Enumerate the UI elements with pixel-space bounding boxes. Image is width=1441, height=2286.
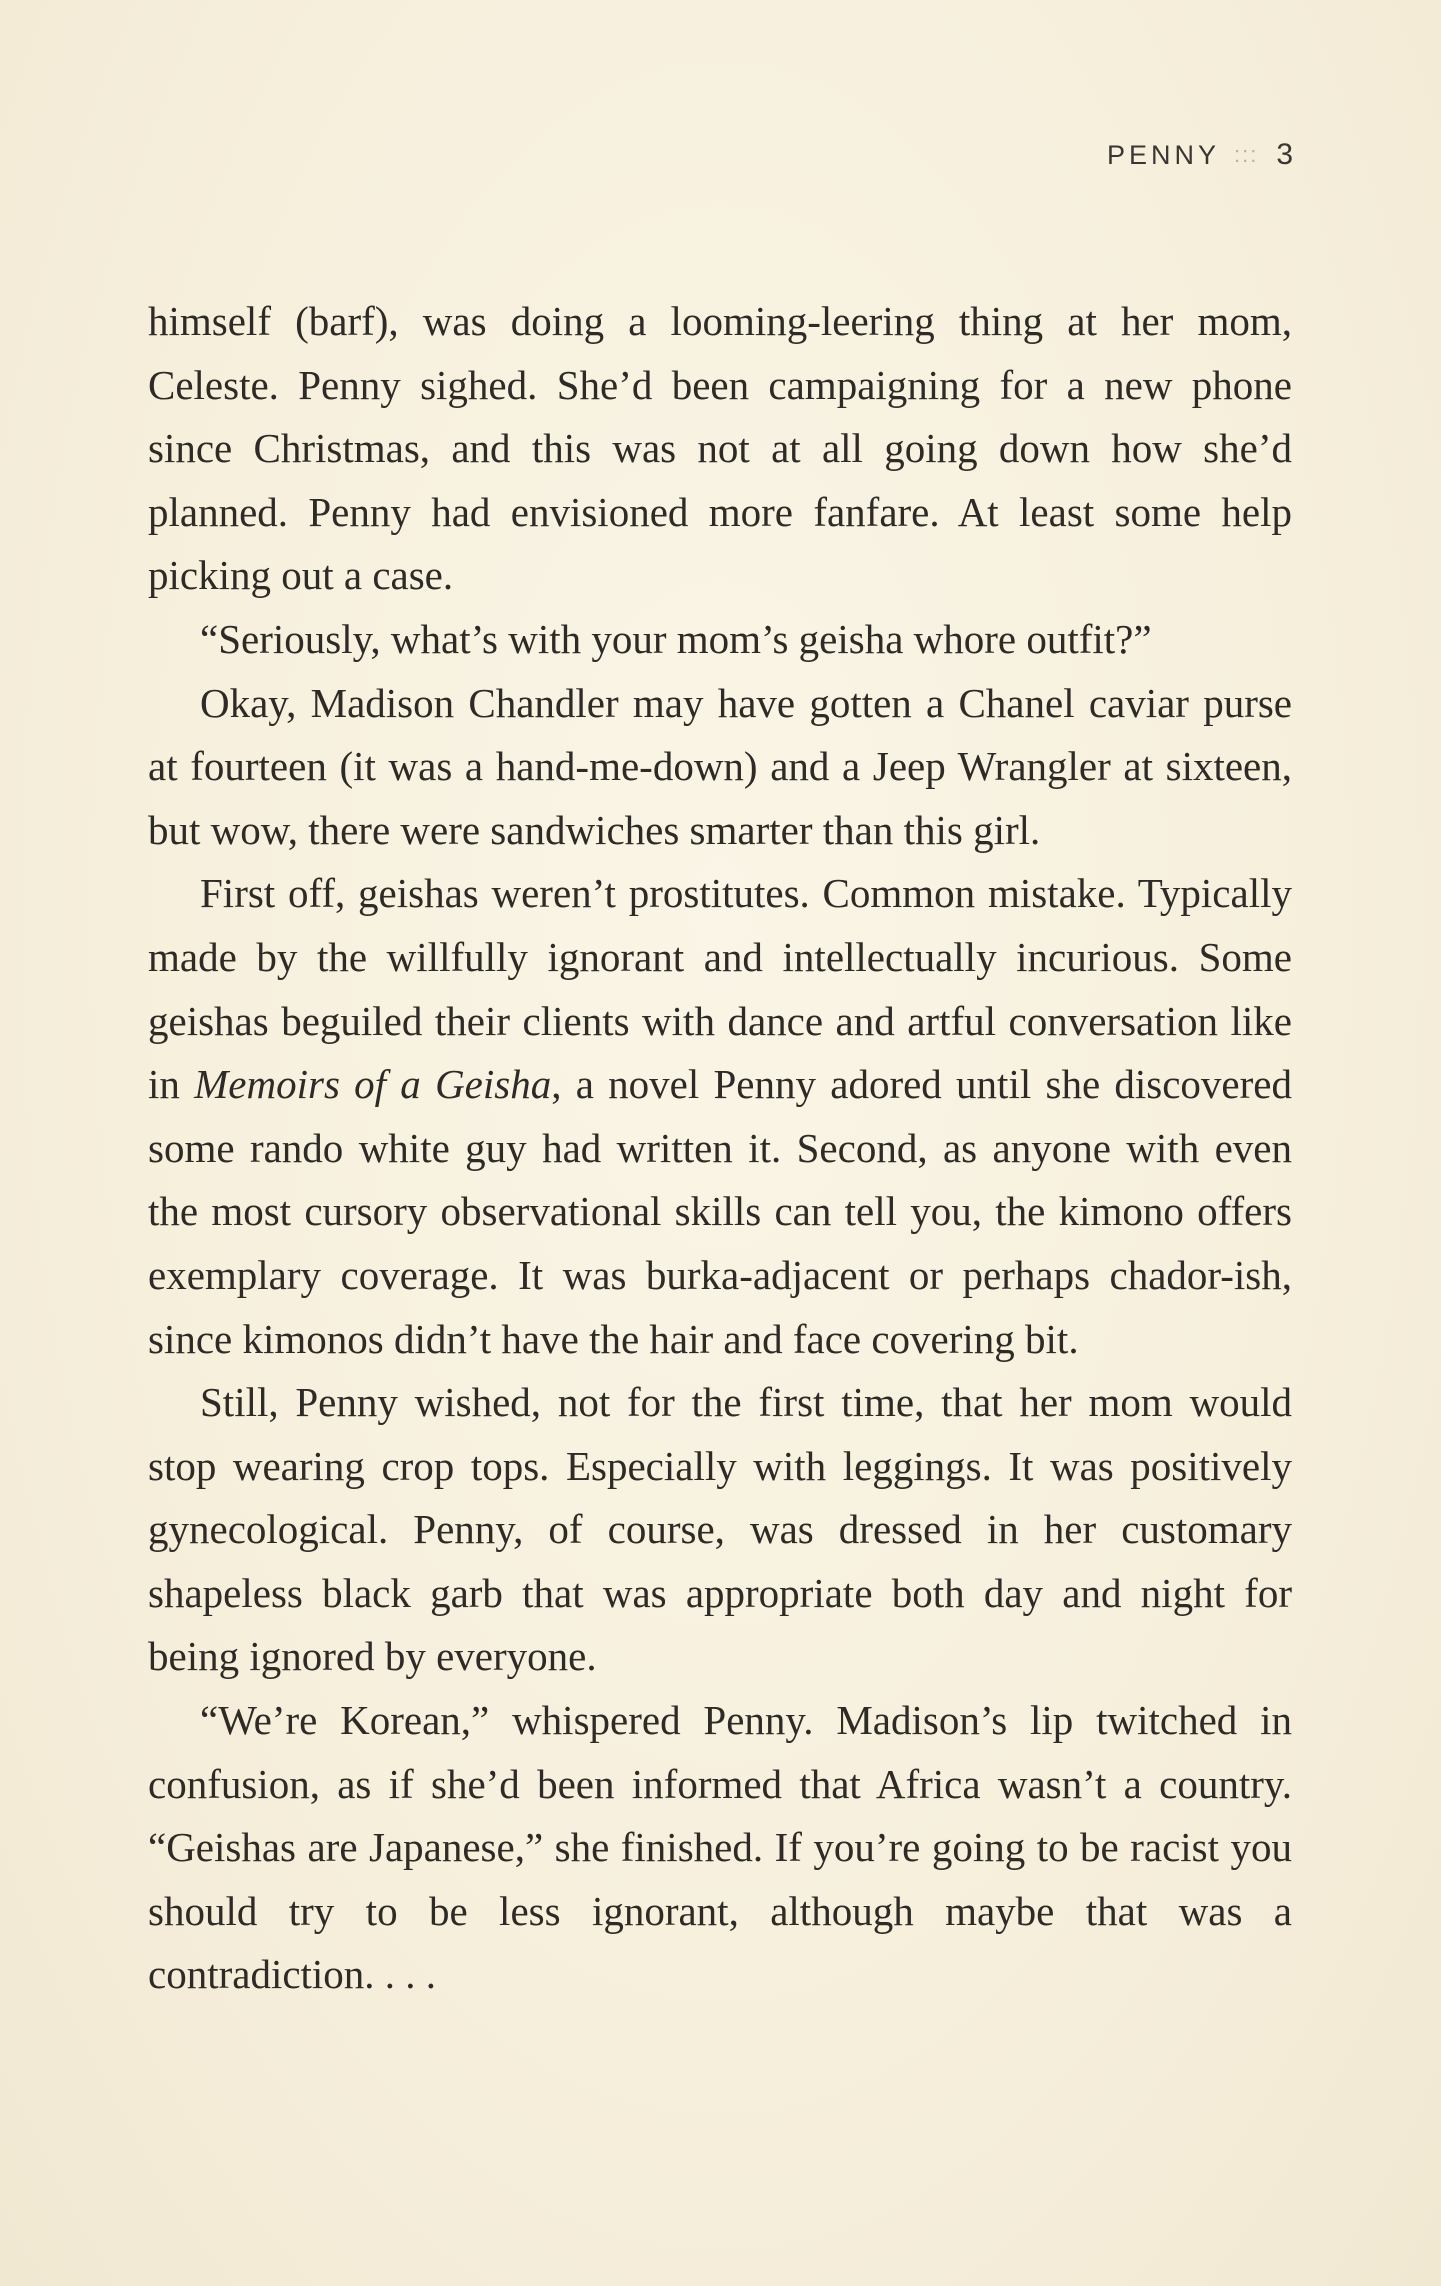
paragraph-5: Still, Penny wished, not for the first time, that her mom would stop wearing crop tops. Especially with leggings. It was positively gynecological. Penny, of course, was dressed in her customary shapeless black garb that was appropriate both day and night for being ignored by everyone. — [148, 1379, 1292, 1680]
paragraph-4-text-after: , a novel Penny adored until she discovered some rando white guy had written it. Second, as anyone with even the most cursory observational skills can tell you, the kimono offers exemplary coverage. It was burka-adjacent or perhaps chador-ish, since kimonos didn’t have the hair and face covering bit. — [148, 1061, 1292, 1362]
book-title-italic: Memoirs of a Geisha — [194, 1061, 552, 1108]
paragraph-2: “Seriously, what’s with your mom’s geisha whore outfit?” — [200, 615, 1152, 662]
running-head-separator: ::: — [1233, 142, 1259, 167]
paragraph-4-text-before: First off, geishas weren’t prostitutes. Common mistake. Typically made by the willfully ignorant and intellectually incurious. Some geishas beguiled their clients with dance and artful conversation like in — [148, 870, 1292, 1108]
paragraph-3: Okay, Madison Chandler may have gotten a Chanel caviar purse at fourteen (it was a hand-me-down) and a Jeep Wrangler at sixteen, but wow, there were sandwiches smarter than this girl. — [148, 679, 1292, 853]
running-head-title: PENNY — [1106, 139, 1220, 170]
paragraph-1: himself (barf), was doing a looming-leering thing at her mom, Celeste. Penny sighed. She’d been campaigning for a new phone since Christmas, and this was not at all going down how she’d planned. Penny had envisioned more fanfare. At least some help picking out a case. — [148, 298, 1292, 599]
page-number: 3 — [1276, 138, 1293, 171]
paragraph-4 — [148, 862, 1292, 1371]
body-text — [148, 290, 1292, 2007]
paragraph-6: “We’re Korean,” whispered Penny. Madison’s lip twitched in confusion, as if she’d been informed that Africa wasn’t a country. “Geishas are Japanese,” she finished. If you’re going to be racist you should try to be less ignorant, although maybe that was a contradiction. . . . — [148, 1697, 1292, 1998]
running-head — [1107, 138, 1293, 172]
